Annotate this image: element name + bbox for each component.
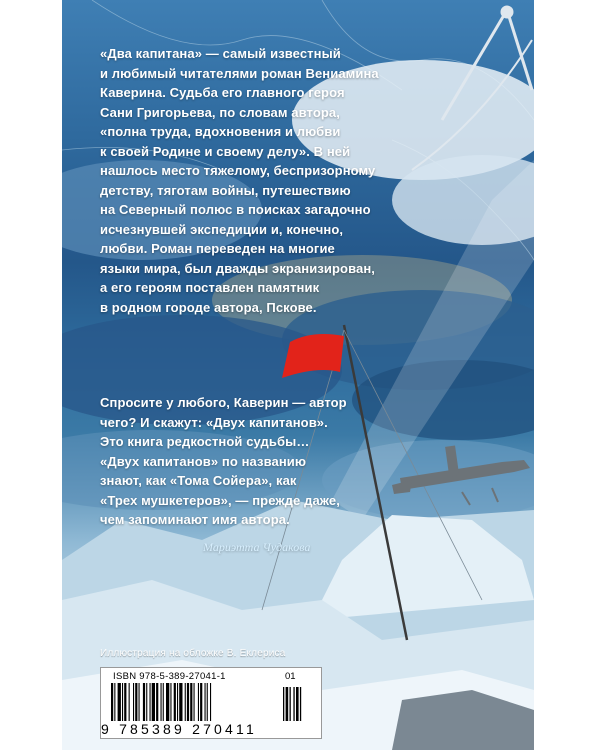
barcode-bars — [111, 683, 311, 725]
description-line: в родном городе автора, Пскове. — [100, 299, 317, 315]
barcode-addon: 01 — [285, 671, 296, 682]
description-line: детству, тяготам войны, путешествию — [100, 182, 351, 198]
barcode-digits: 9 785389 270411 — [101, 721, 257, 737]
description-line: нашлось место тяжелому, беспризорному — [100, 163, 376, 178]
quote-line: чего? И скажут: «Двух капитанов». — [100, 414, 328, 430]
quote-paragraph — [100, 393, 430, 530]
quote-line: «Трех мушкетеров», — прежде даже, — [100, 492, 340, 508]
illustrator-credit: Иллюстрация на обложке В. Еклериса — [100, 648, 286, 659]
description-line: любви. Роман переведен на многие — [100, 241, 335, 256]
description-line: к своей Родине и своему делу». В ней — [100, 143, 351, 159]
description-line: и любимый читателями роман Вениамина — [100, 65, 379, 81]
quote-line: Спросите у любого, Каверин — автор — [100, 395, 347, 410]
description-paragraph — [100, 44, 400, 317]
quote-author: Мариэтта Чудакова — [203, 540, 311, 554]
description-line: Сани Григорьева, по словам автора, — [100, 104, 340, 120]
quote-line: чем запоминают имя автора. — [100, 512, 290, 527]
back-cover — [62, 0, 534, 750]
description-line: языки мира, был дважды экранизирован, — [100, 260, 375, 276]
description-line: «полна труда, вдохновения и любви — [100, 124, 341, 139]
isbn-text: ISBN 978-5-389-27041-1 — [113, 671, 226, 682]
description-line: Каверина. Судьба его главного героя — [100, 85, 345, 100]
description-line: «Два капитана» — самый известный — [100, 46, 341, 61]
description-line: исчезнувшей экспедиции и, конечно, — [100, 221, 344, 237]
description-line: на Северный полюс в поисках загадочно — [100, 202, 371, 217]
quote-line: «Двух капитанов» по названию — [100, 453, 307, 469]
barcode — [100, 667, 322, 739]
quote-line: Это книга редкостной судьбы… — [100, 434, 310, 449]
quote-line: знают, как «Тома Сойера», как — [100, 473, 297, 488]
description-line: а его героям поставлен памятник — [100, 280, 320, 295]
